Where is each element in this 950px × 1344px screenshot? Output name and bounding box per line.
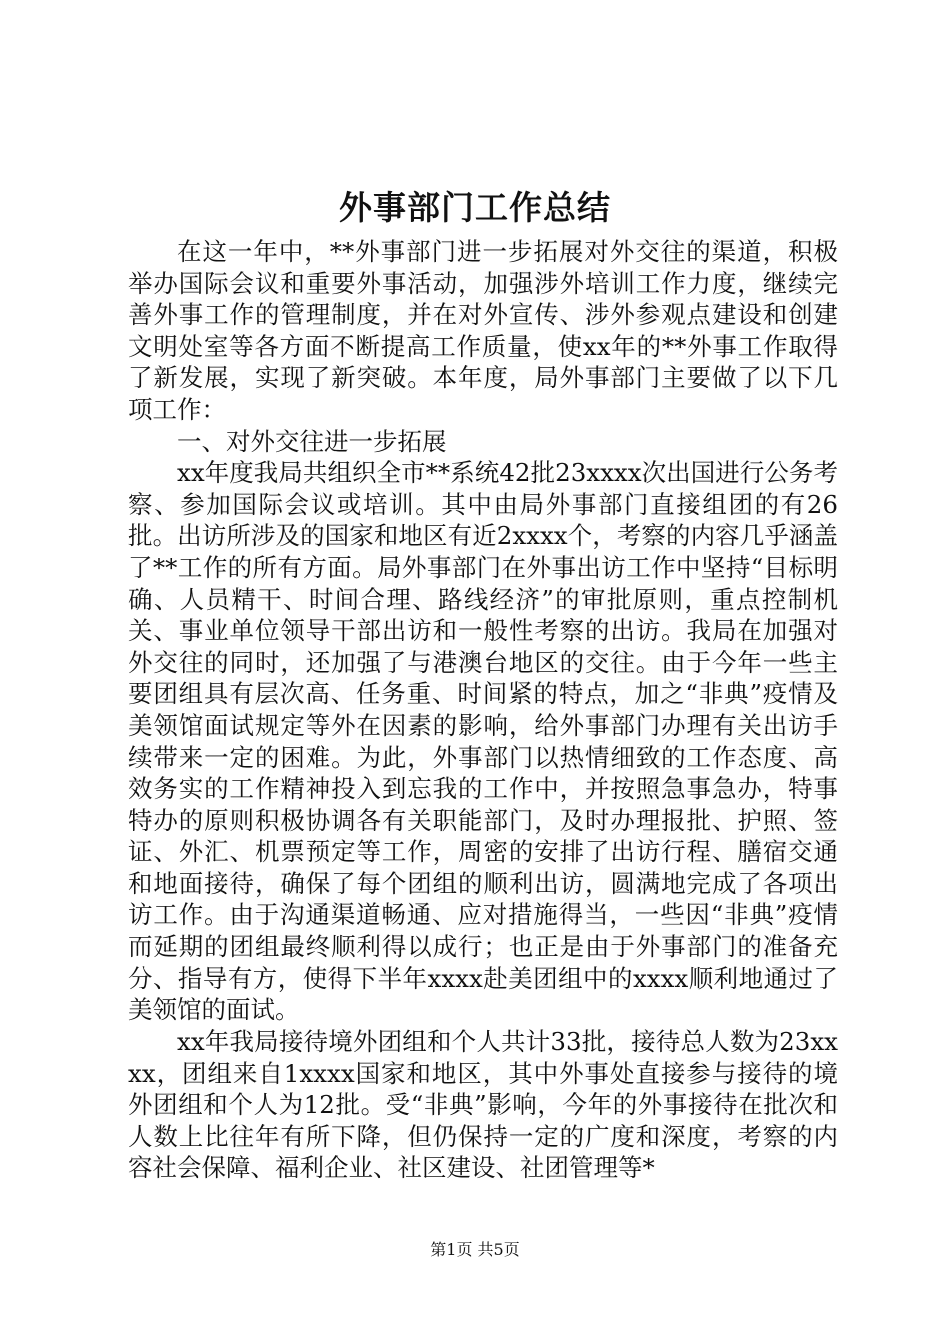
intro-paragraph: 在这一年中，**外事部门进一步拓展对外交往的渠道，积极举办国际会议和重要外事活动，加强涉外培训工作力度，继续完善外事工作的管理制度，并在对外宣传、涉外参观点建设和创建文明处室等各方面不断提高工作质量，使xx年的**外事工作取得了新发展，实现了新突破。本年度，局外事部门主要做了以下几项工作： xyxy=(128,237,838,424)
reception-paragraph: xx年我局接待境外团组和个人共计33批，接待总人数为23xxxx，团组来自1xxxx国家和地区，其中外事处直接参与接待的境外团组和个人为12批。受“非典”影响，今年的外事接待在批次和人数上比往年有所下降，但仍保持一定的广度和深度，考察的内容社会保障、福利企业、社区建设、社团管理等* xyxy=(128,1027,838,1183)
outbound-visits-paragraph: xx年度我局共组织全市**系统42批23xxxx次出国进行公务考察、参加国际会议或培训。其中由局外事部门直接组团的有26批。出访所涉及的国家和地区有近2xxxx个，考察的内容几乎涵盖了**工作的所有方面。局外事部门在外事出访工作中坚持“目标明确、人员精干、时间合理、路线经济”的审批原则，重点控制机关、事业单位领导干部出访和一般性考察的出访。我局在加强对外交往的同时，还加强了与港澳台地区的交往。由于今年一些主要团组具有层次高、任务重、时间紧的特点，加之“非典”疫情及美领馆面试规定等外在因素的影响，给外事部门办理有关出访手续带来一定的困难。为此，外事部门以热情细致的工作态度、高效务实的工作精神投入到忘我的工作中，并按照急事急办，特事特办的原则积极协调各有关职能部门，及时办理报批、护照、签证、外汇、机票预定等工作，周密的安排了出访行程、膳宿交通和地面接待，确保了每个团组的顺利出访，圆满地完成了各项出访工作。由于沟通渠道畅通、应对措施得当，一些因“非典”疫情而延期的团组最终顺利得以成行；也正是由于外事部门的准备充分、指导有方，使得下半年xxxx赴美团组中的xxxx顺利地通过了美领馆的面试。 xyxy=(128,458,838,1025)
document-body xyxy=(128,236,838,1026)
page-number: 第1页 共5页 xyxy=(430,1240,520,1259)
document-title: 外事部门工作总结 xyxy=(339,188,611,227)
document-body-continued xyxy=(128,1026,838,1184)
section-heading: 一、对外交往进一步拓展 xyxy=(177,426,447,456)
